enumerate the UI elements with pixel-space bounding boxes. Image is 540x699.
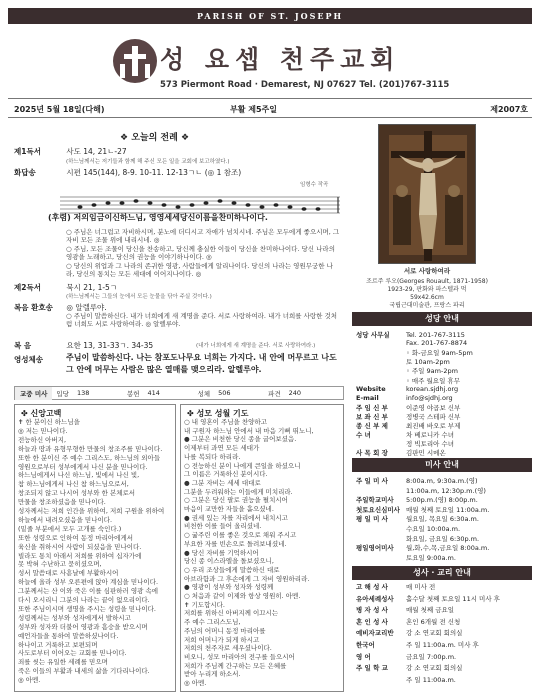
creed-line: 사도로부터 이어오는 교회를 믿나이다. — [18, 649, 127, 658]
prayer-line: ○ 그분은 당신 팔로 권능을 펼치시어 — [184, 496, 288, 505]
artwork-location: 국립근대미술관, 프랑스 파리 — [389, 302, 465, 309]
office-row — [356, 357, 450, 366]
office-row — [356, 439, 454, 448]
second-reading-ref: 묵시 21, 1-5ㄱ — [66, 283, 118, 292]
office-row-value: 정 빅토리아 수녀 — [406, 440, 455, 449]
office-row-key: 성당 사무실 — [356, 331, 390, 339]
office-row-value: korean.sjdhj.org — [406, 384, 459, 393]
office-row-value: 차 베로니카 수녀 — [406, 431, 455, 440]
creed-line: 성자께서는 저희 인간을 위하여, 저희 구원을 위하여 — [18, 507, 165, 515]
creed-line: 육신을 취하시어 사람이 되셨음을 믿나이다. — [18, 542, 142, 551]
creed-line: 죄를 씻는 유일한 세례를 믿으며 — [18, 658, 108, 667]
mass-row-key: 평일영어미사 — [356, 544, 394, 553]
office-row — [356, 394, 453, 402]
sacraments-header: 성사 · 교리 안내 — [352, 566, 532, 580]
mass-row-value: 8:00a.m, 9:30a.m.(영) — [406, 477, 478, 485]
mass-row-key: 첫토요신심미사 — [356, 505, 400, 514]
issue-number: 제2007호 — [490, 105, 528, 114]
sacrament-row — [356, 594, 500, 603]
hymn-offertory-label: 봉헌 — [126, 389, 140, 398]
office-row-key: 주 임 신 부 — [356, 403, 388, 412]
office-row-value: ◦ 화-금요일 9am-5pm — [406, 349, 473, 358]
mass-row-key: 평 일 미 사 — [356, 515, 388, 524]
office-row-value: 토 10am-2pm — [406, 358, 450, 367]
sacrament-row-value: 홀수달 첫째 토요일 11시 미사 후 — [406, 594, 500, 603]
sacrament-row-key: 고 해 성 사 — [356, 583, 388, 591]
mass-row — [356, 543, 489, 552]
hymn-numbers — [14, 386, 344, 400]
mass-row — [356, 495, 478, 504]
office-row — [356, 421, 460, 430]
creed-line: 빌라도 통치 아래서 저희를 위하여 십자가에 — [18, 551, 142, 560]
prayer-title: ✤ 성모 성월 기도 — [187, 409, 249, 418]
prayer-line: ● 권세 있는 자를 자리에서 내치시고 — [184, 513, 288, 522]
prayer-line: 그 이름은 거룩하신 분이시다. — [184, 470, 268, 479]
composer: 임형수 작곡 — [300, 182, 329, 188]
prayer-line: 나를 복되다 하리라. — [184, 452, 241, 461]
sacrament-row-key: 유아세례성사 — [356, 594, 394, 603]
mass-row-value: 월,화,수,목,금요일 8:00a.m. — [406, 544, 490, 553]
creed-line: 성부와 성자와 더불어 영광과 흠숭을 받으시며 — [18, 622, 148, 631]
psalm-verse: ○ 주님은 너그럽고 자비하시며, 분노에 더디시고 자애가 넘치시네. 주님은 모두에게 좋으시며, 그 자비 모든 조물 위에 내리시네. ◎ — [66, 228, 340, 245]
gospel-summary: (내가 너희에게 새 계명을 준다. 서로 사랑하여라.) — [196, 343, 316, 349]
sacrament-row — [356, 628, 462, 637]
prayer-line: ○ 내 영혼이 주님을 찬양하고 — [184, 418, 268, 426]
gospel-label: 복 음 — [14, 341, 32, 350]
sacrament-row-key: 병 자 성 사 — [356, 606, 388, 615]
creed-line: 하나이고 거룩하고 보편되며 — [18, 640, 98, 649]
sacrament-row — [356, 582, 435, 591]
liturgical-sunday: 부활 제5주일 — [230, 105, 277, 114]
creed-line: 영원으로부터 성부에게서 나신 분을 믿나이다. — [18, 462, 148, 471]
artwork-details: 1923-29, 판화와 파스텔과 먹 — [387, 286, 467, 293]
liturgy-title: ❖ 오늘의 전례 ❖ — [120, 133, 190, 143]
mass-header: 미사 안내 — [352, 458, 532, 472]
gospel-ref: 요한 13, 31-33ㄱ. 34-35 — [66, 341, 154, 350]
office-row-value: 최진배 바오로 부제 — [406, 422, 461, 430]
hymn-label: 교중 미사 — [15, 387, 52, 400]
prayer-line: 비오니, 성모 마리아의 전구를 들으시어 — [184, 652, 295, 661]
mass-row — [356, 553, 456, 562]
creed-line: 하늘에 올라 성부 오른편에 앉아 계심을 믿나이다. — [18, 578, 159, 587]
office-row — [356, 339, 467, 347]
office-row-value: 이준영 야곱보 신부 — [406, 403, 461, 412]
divider — [8, 98, 532, 99]
creed-line: 성령께서는 성부와 성자에게서 발하시고 — [18, 613, 131, 622]
prayer-line: ○ 전능하신 분이 나에게 큰일을 하셨으니 — [184, 461, 301, 470]
mass-row-key: 주일학교미사 — [356, 496, 394, 505]
sacrament-row — [356, 675, 456, 684]
office-row-key: Website — [356, 384, 386, 393]
first-reading-ref: 사도 14, 21ㄴ-27 — [66, 147, 127, 156]
office-row — [356, 385, 458, 393]
creed-line: 못 박혀 수난하고 묻히셨으며, — [18, 560, 102, 569]
hymn-communion-label: 성체 — [197, 389, 211, 398]
mass-row — [356, 486, 486, 495]
office-row-value: 김판민 시메온 — [406, 449, 446, 458]
artwork-title: 서로 사랑하여라 — [403, 267, 451, 275]
sacrament-row — [356, 640, 479, 649]
hymn-recessional-label: 파견 — [268, 389, 281, 398]
creed-line: ◎ 저는 믿나이다. — [18, 426, 68, 435]
creed-line: 죽은 이들의 부활과 내세의 삶을 기다리나이다. — [18, 667, 150, 676]
office-row — [356, 376, 460, 385]
sacrament-row-value: 주 일 11:00a.m. 미사 후 — [406, 641, 479, 649]
creed-line: 하늘에서 내려오셨음을 믿나이다. — [18, 515, 113, 524]
church-address: 573 Piermont Road · Demarest, NJ 07627 Tel. (201)767-3115 — [160, 80, 450, 90]
prayer-line: ◎ 아멘. — [184, 679, 207, 687]
prayer-line: ● 영광이 성부와 성자와 성령께 — [184, 583, 274, 592]
gospel-acclamation-response: ◎ 알렐루야. — [66, 303, 107, 312]
sacrament-row — [356, 652, 456, 661]
prayer-line: 부요한 자를 빈손으로 돌려보내셨네. — [184, 539, 287, 548]
prayer-line: 저희 어머니가 되게 하시고 — [184, 635, 260, 644]
church-logo — [112, 38, 158, 84]
office-row — [356, 403, 460, 412]
office-row-value: Fax. 201-767-8874 — [406, 339, 468, 348]
mass-row-value: 월요일, 목요일 6:30a.m. — [406, 515, 479, 524]
creed-line: 전능하신 아버지, — [18, 435, 67, 444]
gospel — [14, 340, 153, 351]
hymn-recessional-number: 240 — [288, 389, 302, 397]
first-reading-label: 제1독서 — [14, 147, 41, 156]
psalm-verse: ○ 당신의 위업과 그 나라의 존귀한 영광, 사람들에게 알리나이다. 당신의 나라는 영원무궁한 나라, 당신의 통치는 모든 세대에 이어지나이다. ◎ — [66, 262, 333, 279]
office-row-value: 정병국 스테파 신부 — [406, 412, 461, 421]
sacrament-row — [356, 617, 460, 626]
mass-row-value: 11:00a.m, 12:30p.m.(영) — [406, 486, 486, 495]
prayer-line: 당신 종 이스라엘을 돌보셨으니, — [184, 557, 274, 566]
creed-line: (밑줄 부분에서 모두 고개를 숙인다.) — [18, 524, 122, 533]
sacrament-row-key: 영 어 — [356, 652, 371, 661]
mass-row-value: 토요일 9:00a.m. — [406, 553, 456, 562]
creed-line: 다시 오시리니 그분의 나라는 끝이 없으리이다. — [18, 596, 150, 604]
creed-line: 하느님에게서 나신 하느님, 빛에서 나신 빛, — [18, 471, 140, 480]
hymn-offertory-number: 414 — [147, 389, 160, 397]
prayer-line: ● 그분은 비천한 당신 종을 굽어보셨음. — [184, 435, 297, 444]
office-row-value: ◦ 매주 월요일 휴무 — [406, 376, 460, 385]
creed-line: ✝ 한 분이신 하느님을 — [18, 418, 80, 426]
psalm-ref: 시편 145(144), 8-9. 10-11. 12-13ㄱㄴ (◎ 1 참조) — [66, 168, 242, 177]
psalm-refrain: (후렴) 저의임금이신하느님, 영영세세당신이름을찬미하나이다. — [48, 213, 268, 222]
prayer-line: ○ 처음과 같이 이제와 항상 영원히. 아멘. — [184, 592, 301, 600]
sacrament-row — [356, 605, 454, 614]
sacrament-row-value: 매 미사 전 — [406, 583, 436, 591]
prayer-line: 주 예수 그리스도님, — [184, 618, 241, 627]
artwork-artist: 조르주 루오(Georges Rouault, 1871-1958) — [366, 278, 488, 285]
mass-row — [356, 534, 479, 543]
sacrament-row — [356, 663, 462, 672]
mass-row — [356, 514, 479, 523]
prayer-line: ● 그분 자비는 세세 대대로 — [184, 478, 261, 487]
sacrament-row-value: 금요일 7:00p.m. — [406, 652, 457, 661]
communion-label: 영성체송 — [14, 355, 43, 364]
creed-line: ◎ 아멘. — [18, 676, 41, 685]
creed-line: 창조되지 않고 나시어 성부와 한 본체로서 — [18, 489, 136, 498]
mass-row-key: 주 일 미 사 — [356, 477, 388, 485]
office-row-value: info@sjdhj.org — [406, 393, 453, 402]
second-reading-label: 제2독서 — [14, 283, 41, 292]
mass-row — [356, 524, 460, 533]
sacrament-row-value: 강 소 연교회 회의실 — [406, 664, 463, 673]
prayer-line: 내 구원자 하느님 안에서 내 마음 기뻐 뛰노니, — [184, 426, 314, 435]
prayer-line: 저희가 주님께 간구하는 모든 은혜를 — [184, 661, 287, 670]
office-row — [356, 330, 465, 339]
creed-line: 하늘과 땅과 유형무형한 만물의 창조주를 믿나이다. — [18, 444, 163, 453]
prayer-line: 아브라함과 그 후손에게 그 자비 영원하리라. — [184, 574, 310, 583]
gospel-acclamation-verse: ○ 주님이 말씀하신다. 내가 너희에게 새 계명을 준다. 서로 사랑하여라. 내가 너희를 사랑한 것처럼 너희도 서로 사랑하여라. ◎ 알렐루야. — [66, 312, 338, 329]
creed-line: 또한 주님이시며 생명을 주시는 성령을 믿나이다. — [18, 604, 156, 613]
sacrament-row-key: 주 일 학 교 — [356, 664, 388, 673]
sacrament-row-key: 예비자교리반 — [356, 629, 394, 638]
page-title: 성 요셉 천주교회 — [160, 45, 401, 74]
creed-line: 또한 한 분이신 주 예수 그리스도, 하느님의 외아들 — [18, 453, 161, 462]
sacrament-row-key: 한국어 — [356, 641, 375, 649]
mass-row-value: 5:00p.m.(영) 8:00p.m. — [406, 496, 478, 505]
office-row-key: E-mail — [356, 393, 379, 402]
prayer-line: 주님의 어머니 동정 마리아를 — [184, 626, 266, 635]
divider — [8, 117, 532, 118]
creed-line: 만물을 창조하셨음을 믿나이다. — [18, 498, 106, 507]
communion-label-row — [14, 354, 64, 365]
parish-banner: PARISH OF ST. JOSEPH — [8, 8, 532, 24]
hymn-entrance-label: 입당 — [56, 389, 69, 398]
creed-line: 성서 말씀대로 사흗날에 부활하시어 — [18, 569, 119, 578]
office-row-key: 사 목 회 장 — [356, 449, 388, 458]
prayer-line: 그분을 두려워하는 이들에게 미치리라. — [184, 487, 293, 496]
prayer-line: 비천한 이를 들어 올리셨네. — [184, 522, 262, 531]
mass-row — [356, 476, 478, 485]
office-row-key: 보 좌 신 부 — [356, 412, 388, 421]
creed-line: 그분께서는 산 이와 죽은 이를 심판하러 영광 속에 — [18, 587, 159, 596]
office-row — [356, 430, 454, 439]
office-row — [356, 348, 473, 357]
bulletin-date: 2025년 5월 18일(다해) — [14, 105, 105, 114]
prayer-line: 저희의 천주자로 세우셨나이다. — [184, 644, 272, 653]
creed-line: 또한 성령으로 인하여 동정 마리아에게서 — [18, 533, 134, 542]
first-reading — [14, 146, 127, 157]
prayer-line: ○ 우리 조상들에게 말씀하신 대로 — [184, 565, 280, 574]
first-reading-summary: (하느님께서는 저기들과 함께 해 주신 모든 일을 교회에 보고하였다.) — [66, 159, 230, 165]
prayer-line: 저희를 위하신 아버지께 이끄시는 — [184, 609, 279, 618]
office-row-value: ◦ 주일 9am-2pm — [406, 367, 458, 376]
creed-line: 예언자들을 통하여 말씀하셨나이다. — [18, 631, 119, 640]
prayer-line: 마음이 교만한 자들을 흩으셨네. — [184, 505, 274, 513]
mass-row — [356, 505, 489, 514]
psalm-label: 화답송 — [14, 168, 36, 177]
hymn-communion-number: 506 — [218, 389, 231, 397]
sacrament-row-value: 매월 첫째 금요일 — [406, 606, 455, 615]
sacrament-row-value: 주 일 11:00a.m. — [406, 675, 456, 684]
psalm-verse: ○ 주님, 모든 조물이 당신을 찬송하고, 당신께 충실한 이들이 당신을 찬미하나이다. 당신 나라의 영광을 노래하고, 당신의 권능을 이야기하나이다. ◎ — [66, 245, 335, 262]
office-row-value: Tel. 201-767-3115 — [406, 331, 465, 339]
mass-row-value: 수요일 10:00a.m. — [406, 525, 461, 533]
mass-row-value: 매월 첫째 토요일 11:00a.m. — [406, 505, 490, 514]
second-reading-summary: (하느님께서는 그들의 눈에서 모든 눈물을 닦아 주실 것이다.) — [66, 294, 212, 300]
creed-line: 참 하느님에게서 나신 참 하느님으로서, — [18, 480, 129, 489]
prayer-line: 이제부터 과연 모든 세대가 — [184, 444, 260, 453]
office-row-key: 종 신 부 제 — [356, 422, 388, 430]
office-row-key: 수 녀 — [356, 431, 371, 440]
office-header: 성당 안내 — [352, 312, 532, 326]
sacrament-row-value: 혼인 6개월 전 신청 — [406, 617, 461, 626]
office-row — [356, 366, 458, 375]
artwork-image — [378, 124, 476, 264]
prayer-line: ● 당신 자비를 기억하시어 — [184, 548, 259, 557]
artwork-size: 59x42.6cm — [410, 294, 444, 301]
communion-antiphon: 주님이 말씀하신다. 나는 참포도나무요 너희는 가지다. 내 안에 머무르고 나도 그 안에 머무는 사람은 많은 열매를 맺으리라. 알렐루야. — [66, 353, 337, 374]
hymn-entrance-number: 138 — [76, 389, 90, 397]
gospel-acclamation-label: 복음 환호송 — [14, 303, 53, 312]
office-row — [356, 412, 460, 421]
mass-row-value: 화요일, 금요일 6:30p.m. — [406, 534, 480, 543]
prayer-line: ✝ 기도합시다. — [184, 600, 225, 609]
sacrament-row-key: 혼 인 성 사 — [356, 617, 388, 626]
psalm — [14, 167, 241, 178]
prayer-line: ○ 굶주린 이를 좋은 것으로 채워 주시고 — [184, 531, 297, 540]
sacrament-row-value: 강 소 연교회 회의실 — [406, 629, 463, 638]
office-row — [356, 448, 446, 457]
prayer-line: 받아 누리게 하소서. — [184, 670, 241, 679]
creed-title: ✤ 신앙고백 — [21, 409, 62, 418]
